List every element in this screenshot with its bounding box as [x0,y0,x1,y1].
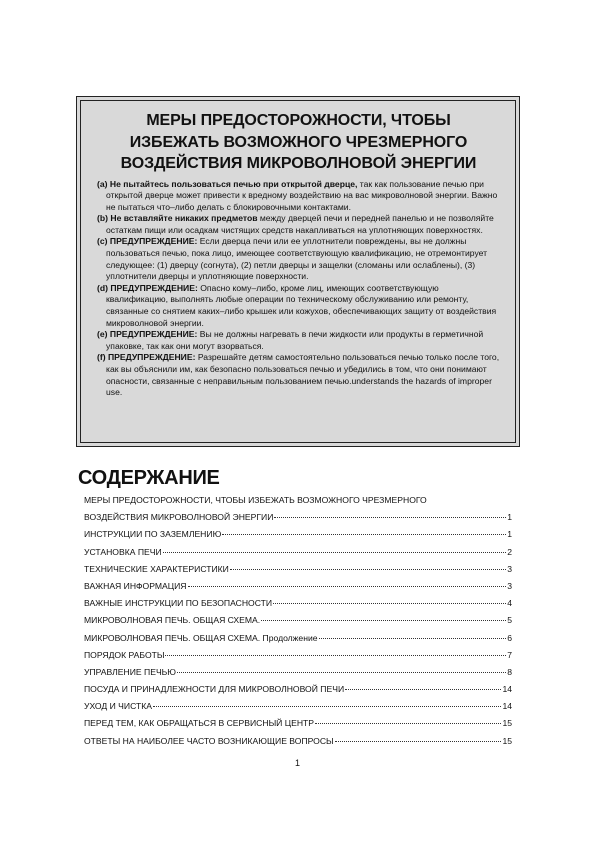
toc-entry-page: 15 [502,718,512,729]
toc-leader [319,638,507,639]
toc-entry-title: ПОСУДА И ПРИНАДЛЕЖНОСТИ ДЛЯ МИКРОВОЛНОВОЙ ПЕЧИ [84,684,345,695]
warning-box [76,96,520,447]
toc-leader [315,723,501,724]
toc-leader [222,534,506,535]
toc-entry[interactable] [84,630,512,647]
toc-entry-page: 2 [507,546,512,557]
toc-entry-title: ТЕХНИЧЕСКИЕ ХАРАКТЕРИСТИКИ [84,563,229,574]
toc-leader [163,552,507,553]
warning-item-a [97,179,500,214]
warning-item-lead: (f) ПРЕДУПРЕЖДЕНИЕ: [97,352,196,363]
toc-entry-page: 4 [507,598,512,609]
toc-entry-title: МИКРОВОЛНОВАЯ ПЕЧЬ. ОБЩАЯ СХЕМА. Продолжение [84,632,318,643]
toc-leader [153,706,501,707]
toc-leader [165,655,506,656]
toc-entry-page: 14 [502,701,512,712]
toc-entry[interactable] [84,492,512,509]
warning-box-inner [80,100,516,443]
warning-item-lead: (d) ПРЕДУПРЕЖДЕНИЕ: [97,282,198,293]
toc-entry[interactable] [84,647,512,664]
warning-item-b [97,213,500,236]
warning-item-text: Если дверца печи или ее уплотнители повреждены, вы не должны пользоваться печью, пока лицо, имеющее соответствующую квалификацию, не отремонтирует следующее: (1) дверцу (согнута), (2) петли дверцы и защелки (сломаны или ослаблены), (3) уплотнители дверцы и уплотняющие поверхности. [106,236,488,282]
toc-entry[interactable] [84,612,512,629]
table-of-contents [84,492,512,750]
warning-title [97,110,500,175]
warning-item-text: Вы не должны нагревать в печи жидкости или продукты в герметичной упаковке, так как они могут взорваться. [106,329,484,351]
toc-entry-page: 14 [502,684,512,695]
warning-title-line: ВОЗДЕЙСТВИЯ МИКРОВОЛНОВОЙ ЭНЕРГИИ [120,155,477,172]
toc-entry-page: 1 [507,529,512,540]
toc-entry-page: 8 [507,666,512,677]
toc-entry-page: 15 [502,735,512,746]
toc-leader [345,689,501,690]
toc-entry-title: ВАЖНАЯ ИНФОРМАЦИЯ [84,580,187,591]
toc-entry-page: 7 [507,649,512,660]
toc-entry[interactable] [84,544,512,561]
warning-item-e [97,329,500,352]
toc-entry-page: 5 [507,615,512,626]
warning-title-line: МЕРЫ ПРЕДОСТОРОЖНОСТИ, ЧТОБЫ [146,112,451,129]
warning-item-f [97,352,500,398]
toc-entry-title: ОТВЕТЫ НА НАИБОЛЕЕ ЧАСТО ВОЗНИКАЮЩИЕ ВОПРОСЫ [84,735,334,746]
toc-entry[interactable] [84,664,512,681]
warning-item-text: так как пользование печью при открытой дверце может привести к вредному воздействию на вас микроволновой энергии. Важно не пытаться что–либо делать с блокировочными контактами. [106,178,498,212]
toc-entry-title: ВОЗДЕЙСТВИЯ МИКРОВОЛНОВОЙ ЭНЕРГИИ [84,512,274,523]
toc-entry-title: МИКРОВОЛНОВАЯ ПЕЧЬ. ОБЩАЯ СХЕМА. [84,615,261,626]
toc-entry-title: ПОРЯДОК РАБОТЫ [84,649,165,660]
warning-item-text: Разрешайте детям самостоятельно пользоваться печью только после того, как вы объяснили им, как безопасно пользоваться печью и убедились в том, что они понимают опасности, связанные с неправильным пользованием печью.understands the hazards of improper use. [106,352,500,398]
warning-item-text: между дверцей печи и передней панелью и не позволяйте остаткам пищи или осадкам чистящих средств накапливаться на уплотняющих поверхностях. [106,213,494,235]
warning-item-c [97,236,500,282]
toc-leader [230,569,506,570]
toc-entry-title: УСТАНОВКА ПЕЧИ [84,546,162,557]
toc-entry-page: 3 [507,563,512,574]
toc-entry[interactable] [84,561,512,578]
toc-entry[interactable] [84,509,512,526]
page-number: 1 [294,758,300,768]
warning-item-text: Опасно кому–либо, кроме лиц, имеющих соответствующую квалификацию, выполнять любые операции по техническому обслуживанию или ремонту, связанные со снятием каких–либо крышек или кожухов, обеспечивающих защиту от воздействия микроволновой энергии. [106,282,497,328]
warning-item-lead: (e) ПРЕДУПРЕЖДЕНИЕ: [97,329,198,340]
warning-list [97,179,500,399]
toc-leader [335,741,502,742]
toc-entry-title: ИНСТРУКЦИИ ПО ЗАЗЕМЛЕНИЮ [84,529,222,540]
toc-entry-title: ПЕРЕД ТЕМ, КАК ОБРАЩАТЬСЯ В СЕРВИСНЫЙ ЦЕНТР [84,718,315,729]
warning-item-lead: (a) Не пытайтесь пользоваться печью при открытой дверце, [97,178,358,189]
toc-entry-page: 6 [507,632,512,643]
toc-entry[interactable] [84,715,512,732]
toc-entry[interactable] [84,526,512,543]
toc-entry-title: УХОД И ЧИСТКА [84,701,152,712]
toc-entry-page: 3 [507,580,512,591]
toc-entry-page: 1 [507,512,512,523]
toc-leader [177,672,506,673]
toc-entry[interactable] [84,681,512,698]
warning-item-lead: (b) Не вставляйте никаких предметов [97,213,258,224]
toc-entry-title: УПРАВЛЕНИЕ ПЕЧЬЮ [84,666,176,677]
toc-entry-title: МЕРЫ ПРЕДОСТОРОЖНОСТИ, ЧТОБЫ ИЗБЕЖАТЬ ВОЗМОЖНОГО ЧРЕЗМЕРНОГО [84,495,427,505]
toc-entry[interactable] [84,733,512,750]
toc-entry[interactable] [84,578,512,595]
warning-item-d [97,283,500,329]
warning-title-line: ИЗБЕЖАТЬ ВОЗМОЖНОГО ЧРЕЗМЕРНОГО [129,133,468,151]
toc-leader [261,620,506,621]
toc-entry[interactable] [84,698,512,715]
warning-item-lead: (c) ПРЕДУПРЕЖДЕНИЕ: [97,236,198,247]
toc-leader [274,517,506,518]
toc-entry[interactable] [84,595,512,612]
toc-leader [273,603,506,604]
toc-leader [188,586,507,587]
toc-heading: СОДЕРЖАНИЕ [78,467,220,489]
toc-entry-title: ВАЖНЫЕ ИНСТРУКЦИИ ПО БЕЗОПАСНОСТИ [84,598,273,609]
